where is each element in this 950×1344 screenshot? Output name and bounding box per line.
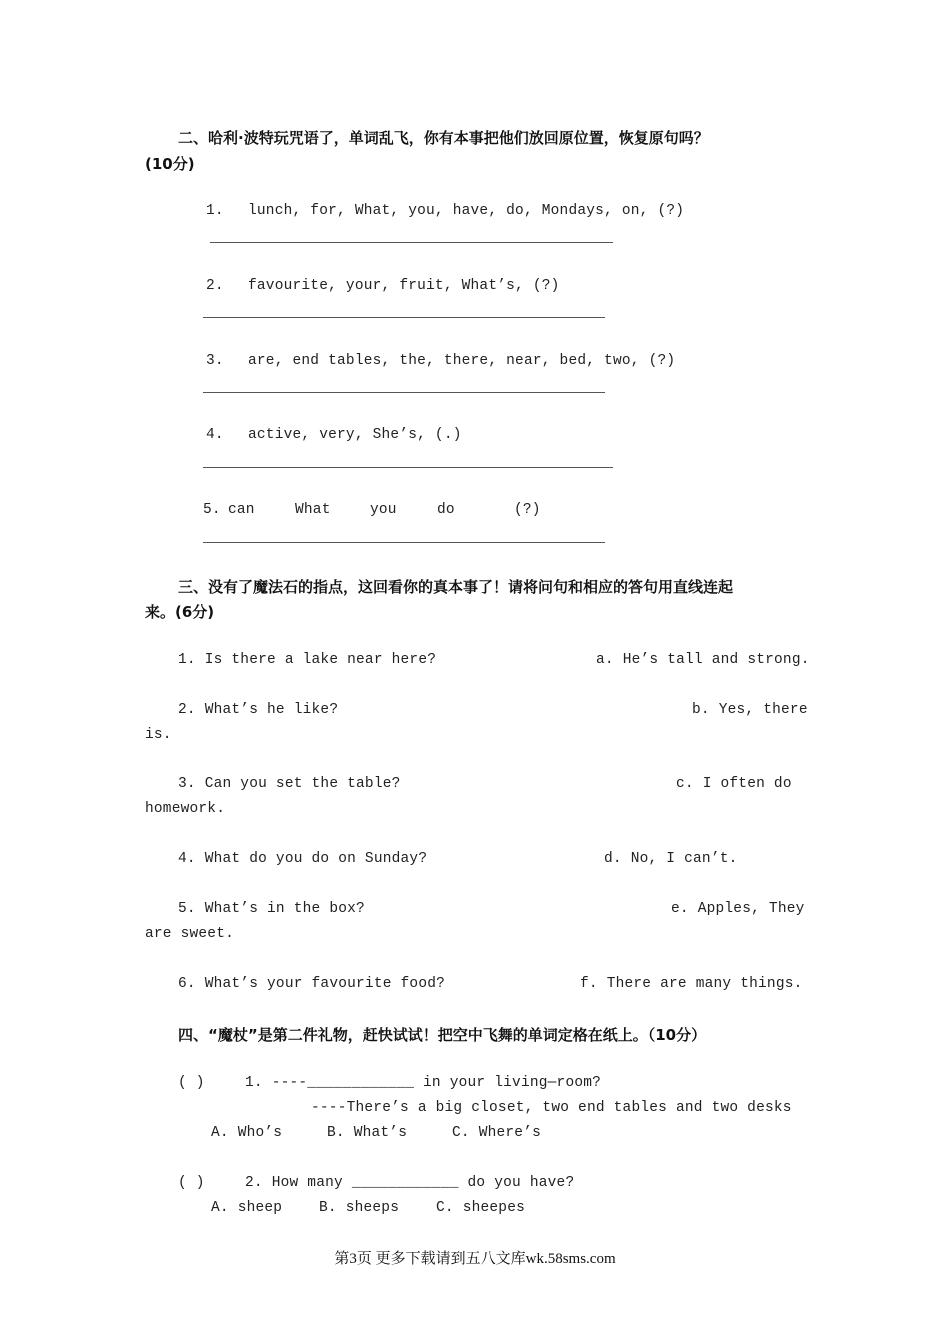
answer-line-5 xyxy=(203,542,605,543)
section2-item-3-num: 3. xyxy=(206,353,224,369)
q1-stem: 1. ----____________ in your living—room? xyxy=(245,1075,602,1091)
answer-e: e. Apples, They xyxy=(671,901,805,917)
section2-item-2-num: 2. xyxy=(206,278,224,294)
section2-item-5-word-2: What xyxy=(295,502,331,518)
section2-title-line1: 二、哈利·波特玩咒语了，单词乱飞，你有本事把他们放回原位置，恢复原句吗？ xyxy=(178,129,709,147)
answer-e-continued: are sweet. xyxy=(145,926,235,942)
page-footer: 第3页 更多下载请到五八文库wk.58sms.com xyxy=(334,1251,616,1267)
section2-item-5-num: 5. xyxy=(203,502,221,518)
section2-item-5-word-5: (?) xyxy=(514,502,541,518)
section3-title-line1: 三、没有了魔法石的指点，这回看你的真本事了！请将问句和相应的答句用直线连起 xyxy=(178,578,734,596)
question-2: 2. What’s he like? xyxy=(178,702,339,718)
answer-line-4 xyxy=(203,467,613,468)
answer-line-3 xyxy=(203,392,605,393)
q2-option-c: C. sheepes xyxy=(436,1200,526,1216)
section2-item-1-words: lunch, for, What, you, have, do, Mondays, on, (?) xyxy=(248,203,685,219)
section2-item-3-words: are, end tables, the, there, near, bed, two, (?) xyxy=(248,353,676,369)
answer-a: a. He’s tall and strong. xyxy=(596,652,810,668)
question-6: 6. What’s your favourite food? xyxy=(178,976,446,992)
answer-b-continued: is. xyxy=(145,727,172,743)
question-1: 1. Is there a lake near here? xyxy=(178,652,437,668)
section2-item-2-words: favourite, your, fruit, What’s, (?) xyxy=(248,278,560,294)
q2-answer-parens: ( ) xyxy=(178,1175,205,1191)
question-5: 5. What’s in the box? xyxy=(178,901,365,917)
answer-f: f. There are many things. xyxy=(580,976,803,992)
section2-title-line2: (10分) xyxy=(145,155,195,173)
section2-item-4-num: 4. xyxy=(206,427,224,443)
answer-line-1 xyxy=(210,242,613,243)
answer-line-2 xyxy=(203,317,605,318)
section2-item-5-word-3: you xyxy=(370,502,397,518)
section2-item-1-num: 1. xyxy=(206,203,224,219)
section2-item-4-words: active, very, She’s, (.) xyxy=(248,427,462,443)
q1-option-b: B. What’s xyxy=(327,1125,408,1141)
q1-option-a: A. Who’s xyxy=(211,1125,283,1141)
q2-option-a: A. sheep xyxy=(211,1200,283,1216)
section2-item-5-word-4: do xyxy=(437,502,455,518)
question-3: 3. Can you set the table? xyxy=(178,776,401,792)
section2-item-5-word-1: can xyxy=(228,502,255,518)
q1-reply: ----There’s a big closet, two end tables and two desks xyxy=(311,1100,792,1116)
answer-c: c. I often do xyxy=(676,776,792,792)
section3-title-line2: 来。(6分) xyxy=(145,603,215,621)
q2-option-b: B. sheeps xyxy=(319,1200,400,1216)
section4-title: 四、“魔杖”是第二件礼物，赶快试试！把空中飞舞的单词定格在纸上。（10分） xyxy=(178,1026,707,1044)
answer-b: b. Yes, there xyxy=(692,702,808,718)
q1-option-c: C. Where’s xyxy=(452,1125,542,1141)
q1-answer-parens: ( ) xyxy=(178,1075,205,1091)
q2-stem: 2. How many ____________ do you have? xyxy=(245,1175,575,1191)
answer-c-continued: homework. xyxy=(145,801,226,817)
answer-d: d. No, I can’t. xyxy=(604,851,738,867)
question-4: 4. What do you do on Sunday? xyxy=(178,851,428,867)
